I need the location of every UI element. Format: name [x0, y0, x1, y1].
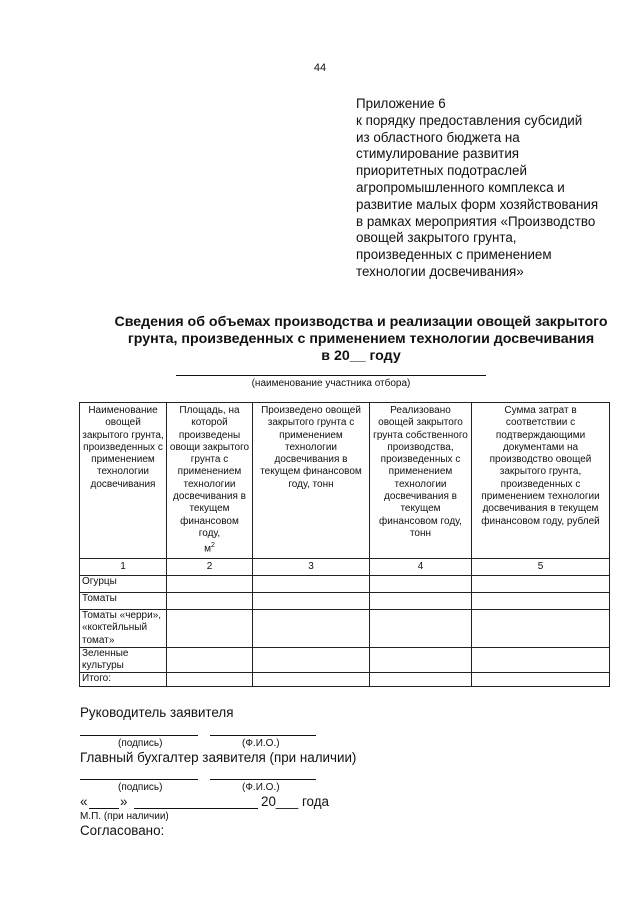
- annex-line: технологии досвечивания»: [356, 263, 524, 279]
- head-fio-line[interactable]: [210, 735, 316, 736]
- column-number: 3: [253, 559, 370, 576]
- table-row: [80, 610, 610, 648]
- date-day-line[interactable]: [89, 808, 119, 809]
- annex-line: стимулирование развития: [356, 146, 520, 162]
- accountant-signature-line[interactable]: [80, 779, 198, 780]
- head-label: Руководитель заявителя: [80, 705, 234, 720]
- title-line: грунта, произведенных с применением технологии досвечивания: [127, 331, 595, 347]
- column-number: 4: [370, 559, 472, 576]
- table-cell[interactable]: [253, 593, 370, 610]
- table-cell[interactable]: [370, 593, 472, 610]
- row-label: Огурцы: [80, 576, 167, 593]
- table-cell[interactable]: [370, 673, 472, 686]
- table-cell[interactable]: [472, 647, 610, 673]
- column-number: 2: [167, 559, 253, 576]
- participant-caption: (наименование участника отбора): [251, 378, 411, 389]
- stamp-note: М.П. (при наличии): [80, 811, 169, 822]
- document-title: [96, 314, 626, 365]
- header-cell: Сумма затрат в соответствии с подтверждающими документами на производство овощей закрытого грунта, произведенных с применением технологии досвечивания в текущем финансовом году, рублей: [472, 403, 610, 559]
- table-cell[interactable]: [253, 576, 370, 593]
- title-line: Сведения об объемах производства и реализации овощей закрытого: [114, 314, 608, 330]
- annex-line: овощей закрытого грунта,: [356, 230, 517, 246]
- title-line: в 20__ году: [321, 348, 401, 364]
- table-cell[interactable]: [370, 610, 472, 648]
- table-cell[interactable]: [472, 673, 610, 686]
- table-cell[interactable]: [253, 610, 370, 648]
- header-cell: Наименование овощей закрытого грунта, произведенных с применением технологии досвечивания: [80, 403, 167, 559]
- date-close-quote: »: [120, 794, 128, 809]
- annex-line: из областного бюджета на: [356, 129, 520, 145]
- annex-line: к порядку предоставления субсидий: [356, 112, 583, 128]
- table-header-row: [80, 403, 610, 559]
- row-label: Томаты «черри», «коктейльный томат»: [80, 610, 167, 648]
- area-unit: м: [204, 543, 211, 555]
- date-open-quote: «: [80, 794, 88, 809]
- annex-line: произведенных с применением: [356, 247, 552, 263]
- annex-line: развитие малых форм хозяйствования: [356, 196, 599, 212]
- annex-header: [356, 96, 626, 281]
- annex-line: приоритетных подотраслей: [356, 163, 527, 179]
- annex-line: агропромышленного комплекса и: [356, 179, 565, 195]
- table-cell[interactable]: [370, 647, 472, 673]
- page-number: 44: [313, 62, 327, 74]
- header-cell: Реализовано овощей закрытого грунта собственного производства, произведенных с применением технологии досвечивания в текущем финансовом году, тонн: [370, 403, 472, 559]
- table-cell[interactable]: [167, 647, 253, 673]
- area-unit-sup: 2: [210, 542, 215, 550]
- participant-name-line: [176, 375, 486, 376]
- table-total-row: [80, 673, 610, 686]
- annex-line: в рамках мероприятия «Производство: [356, 213, 596, 229]
- accountant-label: Главный бухгалтер заявителя (при наличии): [80, 750, 357, 765]
- row-label: Зеленные культуры: [80, 647, 167, 673]
- fio-caption: (Ф.И.О.): [242, 782, 280, 793]
- annex-line: Приложение 6: [356, 96, 446, 111]
- head-signature-line[interactable]: [80, 735, 198, 736]
- header-cell-area: [167, 403, 253, 559]
- accountant-fio-line[interactable]: [210, 779, 316, 780]
- table-cell[interactable]: [167, 673, 253, 686]
- fio-caption: (Ф.И.О.): [242, 738, 280, 749]
- agreed-label: Согласовано:: [80, 823, 165, 838]
- date-year: 20___ года: [261, 794, 329, 809]
- table-cell[interactable]: [253, 673, 370, 686]
- table-cell[interactable]: [167, 576, 253, 593]
- table-cell[interactable]: [167, 593, 253, 610]
- table-cell[interactable]: [253, 647, 370, 673]
- table-row: [80, 593, 610, 610]
- production-table: [79, 402, 610, 687]
- table-cell[interactable]: [370, 576, 472, 593]
- table-cell[interactable]: [472, 610, 610, 648]
- row-label: Итого:: [80, 673, 167, 686]
- table-cell[interactable]: [167, 610, 253, 648]
- signature-caption: (подпись): [118, 738, 163, 749]
- row-label: Томаты: [80, 593, 167, 610]
- signature-caption: (подпись): [118, 782, 163, 793]
- table-row: [80, 647, 610, 673]
- header-text: Площадь, на которой произведены овощи закрытого грунта с применением технологии досвечивания в текущем финансовом году,: [169, 405, 250, 539]
- header-cell: Произведено овощей закрытого грунта с применением технологии досвечивания в текущем финансовом году, тонн: [253, 403, 370, 559]
- column-number: 1: [80, 559, 167, 576]
- column-number: 5: [472, 559, 610, 576]
- table-row: [80, 576, 610, 593]
- table-cell[interactable]: [472, 576, 610, 593]
- column-number-row: [80, 559, 610, 576]
- table-cell[interactable]: [472, 593, 610, 610]
- date-month-line[interactable]: [134, 808, 258, 809]
